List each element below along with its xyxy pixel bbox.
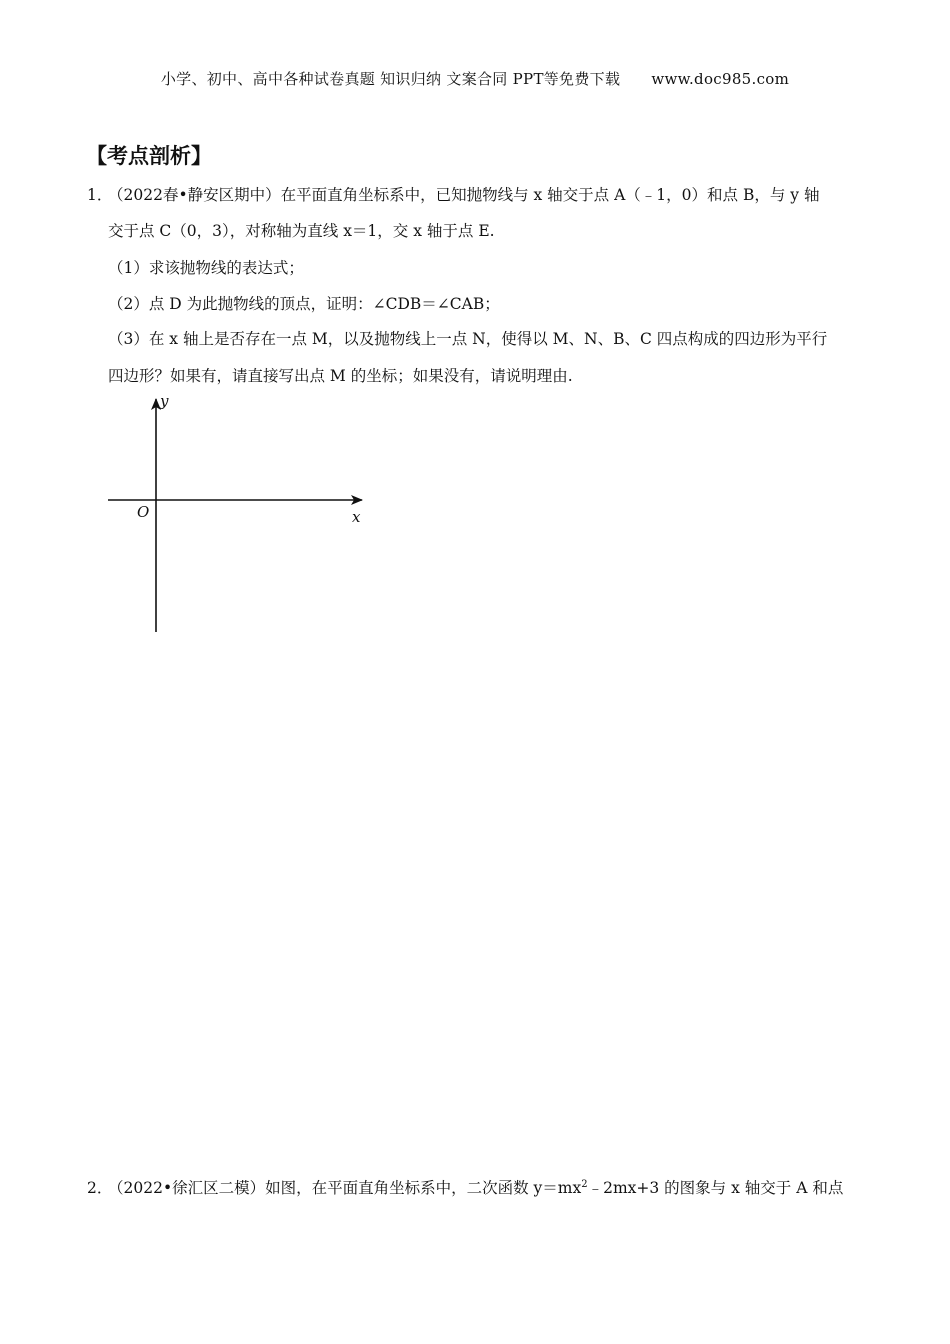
coordinate-axes-figure [100,392,370,637]
question-1-number: 1． [87,186,113,204]
question-2-stem-suffix: ﹣2mx+3 的图象与 x 轴交于 A 和点 [587,1179,844,1197]
question-2-stem-line1 [108,1176,843,1198]
question-1-stem-line1: （2022春•静安区期中）在平面直角坐标系中，已知抛物线与 x 轴交于点 A（﹣1，0）和点 B，与 y 轴 [108,186,820,204]
question-2-exponent: 2 [581,1179,588,1190]
question-1-part-1: （1）求该抛物线的表达式； [108,259,304,277]
origin-label: O [137,503,150,521]
question-2-number: 2． [87,1179,113,1197]
question-1-stem-line2: 交于点 C（0，3），对称轴为直线 x＝1，交 x 轴于点 E. [108,222,495,240]
x-axis-label: x [352,508,361,526]
header-site-link[interactable]: www.doc985.com [651,70,790,88]
y-axis-label: y [160,392,169,410]
question-1-part-3-continued: 四边形？如果有，请直接写出点 M 的坐标；如果没有，请说明理由. [108,367,573,385]
question-1-part-2: （2）点 D 为此抛物线的顶点，证明：∠CDB＝∠CAB； [108,295,500,313]
section-title: 【考点剖析】 [86,143,212,168]
page-header [0,68,950,89]
question-1-part-3: （3）在 x 轴上是否存在一点 M，以及抛物线上一点 N，使得以 M、N、B、C 四点构成的四边形为平行 [108,330,828,348]
header-text: 小学、初中、高中各种试卷真题 知识归纳 文案合同 PPT等免费下载 [160,70,621,88]
question-2-stem-prefix: （2022•徐汇区二模）如图，在平面直角坐标系中，二次函数 y＝mx [108,1179,582,1197]
